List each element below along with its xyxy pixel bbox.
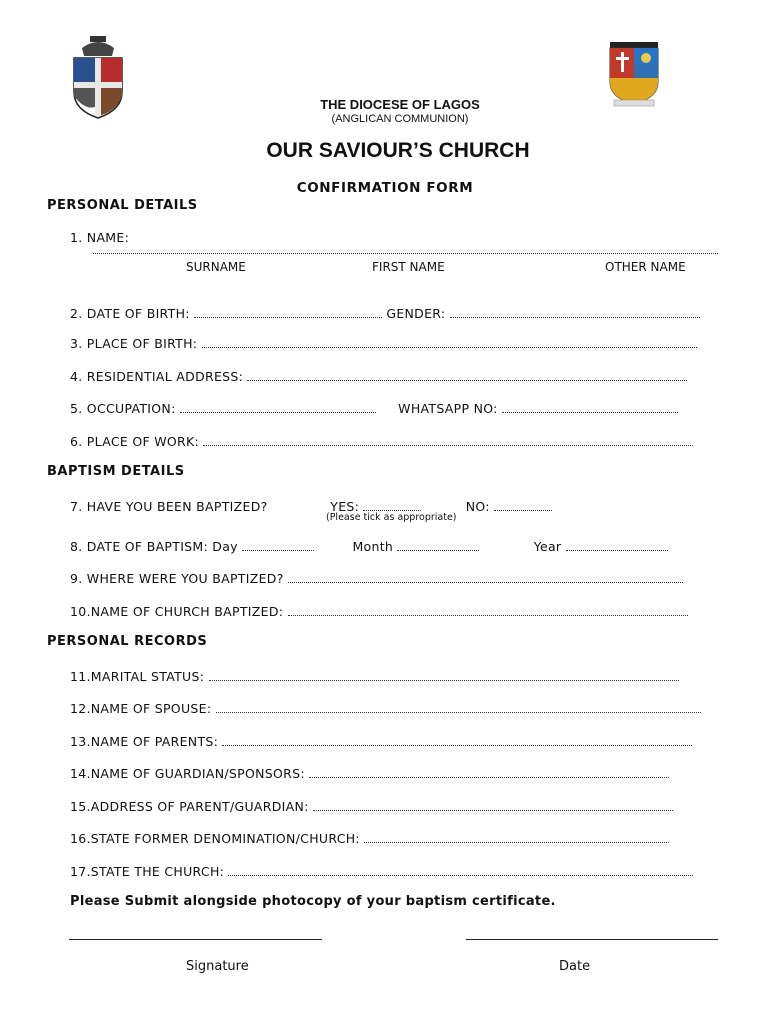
communion-subtitle: (ANGLICAN COMMUNION) [331, 113, 469, 125]
baptism-year-input[interactable] [566, 537, 668, 551]
no-label: NO: [465, 499, 490, 514]
baptized-label: 7. HAVE YOU BEEN BAPTIZED? [70, 499, 268, 514]
whatsapp-input[interactable] [502, 399, 678, 413]
date-caption: Date [559, 959, 591, 974]
name-input-line[interactable] [93, 253, 718, 254]
field-former-denomination [70, 829, 669, 846]
form-title: CONFIRMATION FORM [296, 180, 474, 196]
signature-caption: Signature [186, 959, 249, 974]
diocese-title: THE DIOCESE OF LAGOS [320, 97, 480, 112]
place-of-work-label: 6. PLACE OF WORK: [70, 434, 200, 449]
baptism-month-label: Month [352, 539, 394, 554]
baptism-month-input[interactable] [397, 537, 479, 551]
field-residential-address [70, 367, 687, 384]
submission-note: Please Submit alongside photocopy of your baptism certificate. [70, 894, 556, 909]
baptism-year-label: Year [533, 539, 562, 554]
field-name [70, 230, 129, 245]
residential-address-label: 4. RESIDENTIAL ADDRESS: [70, 369, 244, 384]
baptism-day-label: 8. DATE OF BAPTISM: Day [70, 539, 238, 554]
occupation-input[interactable] [180, 399, 376, 413]
parents-label: 13.NAME OF PARENTS: [70, 734, 219, 749]
parent-address-label: 15.ADDRESS OF PARENT/GUARDIAN: [70, 799, 309, 814]
field-spouse [70, 699, 701, 716]
baptism-day-input[interactable] [242, 537, 314, 551]
yes-label: YES: [330, 499, 360, 514]
field-guardian [70, 764, 669, 781]
marital-status-input[interactable] [209, 667, 679, 681]
date-line[interactable] [466, 939, 718, 940]
place-of-work-input[interactable] [203, 432, 693, 446]
occupation-label: 5. OCCUPATION: [70, 401, 176, 416]
marital-status-label: 11.MARITAL STATUS: [70, 669, 205, 684]
church-name: OUR SAVIOUR’S CHURCH [266, 139, 530, 162]
signature-line[interactable] [69, 939, 322, 940]
dob-input[interactable] [194, 304, 382, 318]
where-baptized-label: 9. WHERE WERE YOU BAPTIZED? [70, 571, 284, 586]
field-state-church [70, 862, 693, 879]
field-church-baptized [70, 602, 688, 619]
former-denomination-input[interactable] [364, 829, 669, 843]
place-of-birth-input[interactable] [202, 334, 697, 348]
church-baptized-input[interactable] [288, 602, 688, 616]
tick-note: (Please tick as appropriate) [326, 512, 457, 523]
field-marital-status [70, 667, 679, 684]
state-church-label: 17.STATE THE CHURCH: [70, 864, 225, 879]
yes-tick[interactable] [363, 497, 421, 511]
surname-caption: SURNAME [186, 260, 246, 274]
parents-input[interactable] [222, 732, 692, 746]
place-of-birth-label: 3. PLACE OF BIRTH: [70, 336, 198, 351]
no-tick[interactable] [494, 497, 552, 511]
whatsapp-label: WHATSAPP NO: [398, 401, 498, 416]
field-baptized [70, 497, 552, 514]
field-where-baptized [70, 569, 683, 586]
spouse-label: 12.NAME OF SPOUSE: [70, 701, 212, 716]
other-name-caption: OTHER NAME [605, 260, 686, 274]
section-personal-records: PERSONAL RECORDS [47, 634, 208, 649]
spouse-input[interactable] [216, 699, 701, 713]
state-church-input[interactable] [228, 862, 693, 876]
dob-label: 2. DATE OF BIRTH: [70, 306, 190, 321]
field-place-of-birth [70, 334, 697, 351]
field-name-label: 1. NAME: [70, 230, 130, 245]
field-dob [70, 304, 700, 321]
field-date-of-baptism [70, 537, 668, 554]
residential-address-input[interactable] [247, 367, 687, 381]
parent-address-input[interactable] [313, 797, 673, 811]
section-baptism-details: BAPTISM DETAILS [47, 464, 185, 479]
church-baptized-label: 10.NAME OF CHURCH BAPTIZED: [70, 604, 284, 619]
field-parent-address [70, 797, 673, 814]
former-denomination-label: 16.STATE FORMER DENOMINATION/CHURCH: [70, 831, 360, 846]
section-personal-details: PERSONAL DETAILS [47, 198, 198, 213]
where-baptized-input[interactable] [288, 569, 683, 583]
field-parents [70, 732, 692, 749]
gender-input[interactable] [450, 304, 700, 318]
guardian-label: 14.NAME OF GUARDIAN/SPONSORS: [70, 766, 305, 781]
field-occupation [70, 399, 678, 416]
gender-label: GENDER: [386, 306, 446, 321]
guardian-input[interactable] [309, 764, 669, 778]
first-name-caption: FIRST NAME [372, 260, 445, 274]
field-place-of-work [70, 432, 693, 449]
